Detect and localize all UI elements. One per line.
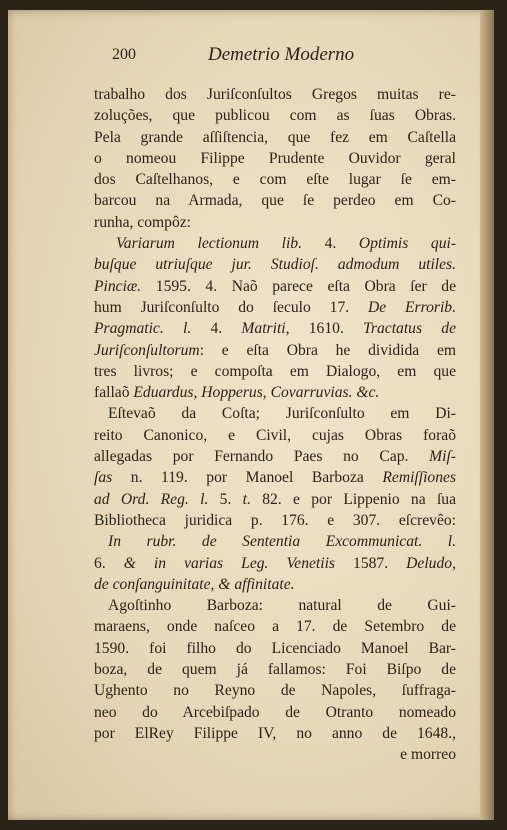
italic-text-run: & affinitate. — [218, 575, 295, 593]
text-line — [94, 680, 456, 701]
text-line — [94, 84, 456, 105]
text-run: allegadas por Fernando Paes no Cap. — [94, 448, 430, 466]
text-run: 4. — [324, 235, 359, 253]
text-line — [94, 169, 456, 190]
text-run: boza, de quem já fallamos: Foi Biſpo de — [94, 661, 456, 679]
italic-text-run: Juriſconſultorum — [94, 341, 200, 359]
text-line — [94, 574, 456, 595]
text-line — [94, 105, 456, 126]
text-line — [94, 361, 456, 382]
text-run: fallaõ — [94, 384, 134, 402]
text-line — [94, 510, 456, 531]
text-line — [94, 403, 456, 424]
italic-text-run: Deludo — [406, 554, 453, 572]
italic-text-run: Hopperus — [201, 384, 263, 402]
italic-text-run: Miſ- — [429, 448, 456, 466]
text-line — [94, 531, 456, 552]
text-run: runha, compôz: — [94, 213, 191, 231]
text-run: e morreo — [400, 746, 456, 764]
text-run: Eſtevaõ da Coſta; Juriſconſulto em Di- — [108, 405, 456, 423]
text-run: , — [262, 384, 271, 402]
book-page — [8, 10, 494, 820]
text-line — [94, 446, 456, 467]
text-line — [94, 489, 456, 510]
page-gutter-shadow — [480, 10, 494, 820]
text-line — [94, 127, 456, 148]
text-run: por ElRey Filippe IV, no anno de 1648., — [94, 724, 456, 742]
text-line — [94, 425, 456, 446]
text-line — [94, 276, 456, 297]
body-text — [94, 84, 456, 766]
text-run: Bibliotheca juridica p. 176. e 307. eſcrevêo: — [94, 511, 456, 529]
text-run: , — [193, 384, 202, 402]
text-run: Ughento no Reyno de Napoles, ſuffraga- — [94, 682, 456, 700]
text-line — [94, 318, 456, 339]
italic-text-run: ad Ord. Reg. l. — [94, 490, 220, 508]
text-run: trabalho dos Juriſconſultos Gregos muitas re- — [94, 86, 456, 103]
text-run: neo do Arcebiſpado de Otranto nomeado — [94, 703, 456, 721]
text-line — [94, 595, 456, 616]
text-run: zoluções, que publicou com as ſuas Obras. — [94, 107, 456, 125]
text-line — [94, 340, 456, 361]
text-line — [94, 659, 456, 680]
text-run: , — [452, 554, 456, 572]
text-run: 1590. foi filho do Licenciado Manoel Bar- — [94, 639, 456, 657]
text-line — [94, 190, 456, 211]
text-line — [94, 233, 456, 254]
text-run: 6. — [94, 554, 124, 572]
italic-text-run: ſas — [94, 469, 113, 487]
page-header — [8, 46, 494, 70]
text-run: n. 119. por Manoel Barboza — [112, 469, 383, 487]
text-run: reito Canonico, e Civil, cujas Obras foraõ — [94, 426, 456, 444]
text-run: hum Juriſconſulto do ſeculo 17. — [94, 298, 368, 316]
text-line — [94, 382, 456, 403]
text-line — [94, 744, 456, 765]
italic-text-run: & in varias Leg. Venetiis — [123, 554, 335, 572]
text-line — [94, 148, 456, 169]
text-line — [94, 254, 456, 275]
text-line — [94, 702, 456, 723]
italic-text-run: buſque utriuſque jur. Studioſ. admodum utiles. — [94, 256, 456, 274]
italic-text-run: Tractatus de — [363, 320, 456, 338]
text-run: , — [210, 575, 219, 593]
text-line — [94, 616, 456, 637]
text-run: barcou na Armada, que ſe perdeo em Co- — [94, 192, 456, 210]
italic-text-run: de conſanguinitate — [94, 575, 211, 593]
italic-text-run: Remiſſiones — [382, 469, 456, 487]
italic-text-run: t. — [242, 490, 251, 508]
text-run: 1595. 4. Naõ parece eſta Obra ſer de — [155, 277, 456, 295]
page-number: 200 — [112, 46, 136, 63]
text-run: 5. — [219, 490, 243, 508]
italic-text-run: Matriti — [241, 320, 286, 338]
text-line — [94, 723, 456, 744]
text-line — [94, 553, 456, 574]
text-run: , 1610. — [285, 320, 364, 338]
text-line — [94, 467, 456, 488]
text-run: : e eſta Obra he dividida em — [199, 341, 456, 359]
italic-text-run: Eduardus — [133, 384, 194, 402]
text-run: tres livros; e compoſta em Dialogo, em que — [94, 362, 456, 380]
text-run: 1587. — [334, 554, 407, 572]
text-line — [94, 297, 456, 318]
italic-text-run: Variarum lectionum lib. — [116, 235, 325, 253]
text-line — [94, 638, 456, 659]
italic-text-run: De Errorib. — [367, 298, 456, 316]
text-line — [94, 212, 456, 233]
text-run: o nomeou Filippe Prudente Ouvidor geral — [94, 149, 456, 167]
italic-text-run: Optimis qui- — [358, 235, 456, 253]
text-run: Pela grande aſſiſtencia, que fez em Caſtella — [94, 128, 456, 146]
italic-text-run: Pragmatic. l. — [94, 320, 211, 338]
text-run: Agoſtinho Barboza: natural de Gui- — [108, 597, 456, 615]
text-run: 4. — [210, 320, 242, 338]
italic-text-run: Covarruvias. &c. — [270, 384, 380, 402]
italic-text-run: Pinciæ. — [94, 277, 156, 295]
text-run: dos Caſtelhanos, e com eſte lugar ſe em- — [94, 171, 456, 189]
italic-text-run: In rubr. de Sententia Excommunicat. l. — [108, 533, 456, 551]
running-head: Demetrio Moderno — [208, 44, 355, 65]
text-run: 82. e por Lippenio na ſua — [250, 490, 456, 508]
text-run: maraens, onde naſceo a 17. de Setembro de — [94, 618, 456, 636]
